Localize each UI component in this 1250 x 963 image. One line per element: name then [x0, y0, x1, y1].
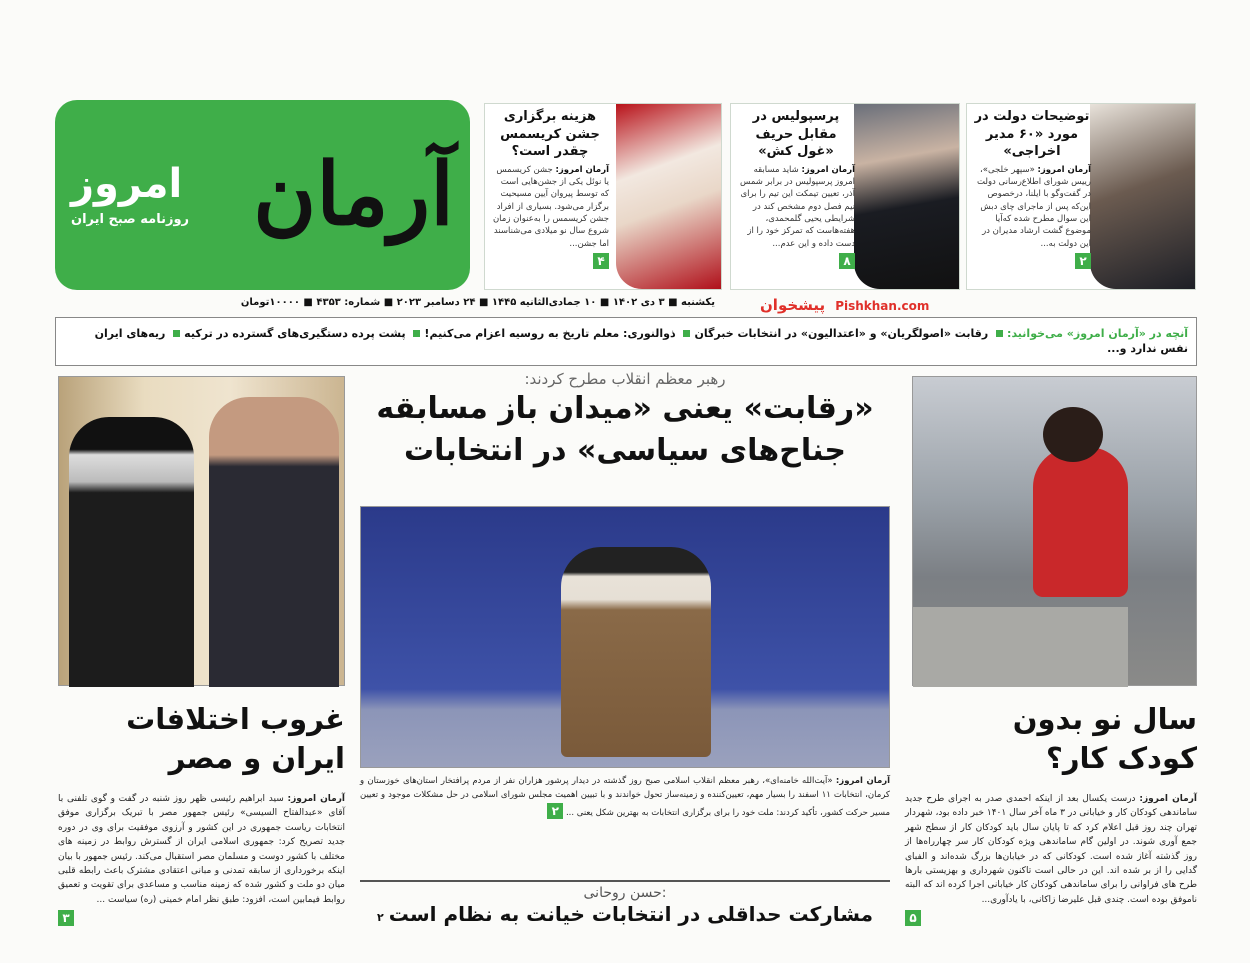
teaser-photo [854, 104, 959, 289]
page-number-badge: ۵ [905, 910, 921, 926]
teaser-body: جشن کریسمس یا نوئل یکی از جشن‌هایی است که توسط پیروان آیین مسیحیت برگزار می‌شود. بسیاری از افراد جشن کریسمس را به‌عنوان زمان شروع سال نو میلادی می‌شناسند اما جشن... [492, 164, 609, 249]
teaser-government[interactable] [966, 103, 1196, 290]
right-headline: سال نو بدون کودک کار؟ [1012, 702, 1197, 776]
teaser-source: آرمان امروز: [801, 164, 855, 175]
logo-name-sub: امروز [71, 160, 183, 207]
left-photo [58, 376, 345, 686]
center-headline: «رقابت» یعنی «میدان باز مسابقه جناح‌های سیاسی» در انتخابات [376, 391, 874, 468]
story-source: آرمان امروز: [1139, 794, 1197, 804]
teaser-source: آرمان امروز: [1037, 164, 1091, 175]
teaser-photo [616, 104, 721, 289]
headline-item[interactable]: ذوالنوری: معلم تاریخ به روسیه اعزام می‌کنیم! [424, 327, 676, 340]
bottom-story [360, 884, 890, 926]
teaser-photo [1090, 104, 1195, 289]
bottom-headline: مشارکت حداقلی در انتخابات خیانت به نظام است [388, 902, 874, 926]
right-photo [912, 376, 1197, 686]
headline-item[interactable]: رقابت «اصولگریان» و «اعتدالیون» در انتخابات خبرگان [694, 327, 989, 340]
headline-item[interactable]: ریه‌های ایران نفس ندارد و... [94, 327, 1188, 356]
teaser-title: توضیحات دولت در مورد «۶۰ مدیر اخراجی» [974, 109, 1090, 160]
story-body: درست یکسال بعد از اینکه احمدی صدر به اجرای طرح جدید ساماندهی کودکان کار و خیابانی در ۳ ماه آخر سال ۱۴۰۱ خبر داده بود، شهردار تهران چند روز قبل اعلام کرد که تا پایان سال باید کودکان کار از سطح شهر جمع آوری شوند. در اولین گام ساماندهی ویژه کودکان کار سر چهارراه‌ها از روز گذشته آغاز شده است. کودکانی که در خیابان‌ها بزرگ شده‌اند و الفبای گدایی را از بر شده اند. این در حالی است تاکنون شهرداری و بهزیستی بارها طرح های فراوانی را برای ساماندهی کودکان کار خیابانی اجرا کرده اند که البته ناموفق بوده است. چندی قبل علیرضا زاکانی، با یادآوری... [905, 794, 1197, 905]
headline-item[interactable]: پشت پرده دستگیری‌های گسترده در ترکیه [184, 327, 406, 340]
right-body [905, 792, 1197, 926]
page-number-badge: ۴ [593, 253, 609, 269]
page-number-badge: ۳ [58, 910, 74, 926]
headlines-lead: آنچه در «آرمان امروز» می‌خوانید: [1007, 327, 1188, 340]
center-story [360, 370, 890, 472]
story-body: سید ابراهیم رئیسی ظهر روز شنبه در گفت و گوی تلفنی با آقای «عبدالفتاح السیسی» رئیس جمهور مصر با تبریک برگزاری موفق انتخابات ریاست جمهوری در این کشور و آرزوی موفقیت برای وی در دوره جدید تصریح کرد: جمهوری اسلامی ایران از گسترش روابط در زمینه های مختلف با کشور دوست و مسلمان مصر استقبال می‌کند. رئیس جمهور با بیان اینکه برخورداری از سابقه تمدنی و مبانی اعتقادی مشترک باعث رابطه قلبی میان دو ملت و کشور شده که زمینه مناسب و مساعدی برای تقویت و تعمیق روابط فیمابین است، افزود: طبق نظر امام خمینی (ره) سیاست ... [58, 794, 345, 905]
watermark-text: پیشخوان [760, 296, 826, 314]
center-body [360, 774, 890, 820]
watermark-url: Pishkhan.com [835, 299, 930, 313]
page-number: ۲ [376, 911, 384, 924]
teaser-persepolis[interactable] [730, 103, 960, 290]
page-number-badge: ۲ [547, 803, 563, 819]
story-source: آرمان امروز: [287, 794, 345, 804]
teaser-body: شاید مسابقه امروز پرسپولیس در برابر شمس آذر، تعیین تیمکت این تیم را برای نیم فصل دوم مشخص کند در شرایطی یحیی گلمحمدی، هفته‌هاست که تمرکز خود را از دست داده و این عدم... [740, 164, 855, 249]
logo-tagline: روزنامه صبح ایران [71, 211, 190, 227]
center-photo [360, 506, 890, 768]
watermark [760, 296, 929, 314]
page-number-badge: ۸ [839, 253, 855, 269]
story-source: آرمان امروز: [835, 776, 891, 786]
left-body [58, 792, 345, 926]
center-kicker: رهبر معظم انقلاب مطرح کردند: [524, 370, 726, 388]
page-number-badge: ۲ [1075, 253, 1091, 269]
masthead-logo [55, 100, 470, 290]
teaser-body: «سپهر خلجی»، رییس شورای اطلاع‌رسانی دولت در گفت‌وگو با ایلنا، درخصوص این‌که پس از ماجرای چای دبش این سوال مطرح شده که‌آیا موضوع گشت ارشاد مدیران در این دولت به... [977, 164, 1091, 249]
left-headline: غروب اختلافات ایران و مصر [126, 702, 345, 776]
teaser-title: پرسپولیس در مقابل حریف «غول کش» [752, 109, 840, 160]
story-body: «آیت‌الله خامنه‌ای»، رهبر معظم انقلاب اسلامی صبح روز گذشته در دیدار پرشور هزاران نفر از مردم پرافتخار استان‌های خوزستان و کرمان، انتخابات ۱۱ اسفند را بسیار مهم، تعیین‌کننده و زمینه‌ساز تحول خواندند و با تبیین اهمیت مجلس شورای اسلامی در حل مشکلات موجود و تعیین مسیر حرکت کشور، تأکید کردند: ملت خود را برای برگزاری انتخابات به بهترین شکل یعنی ... [360, 776, 890, 818]
teaser-source: آرمان امروز: [555, 164, 609, 175]
headlines-bar [55, 317, 1197, 366]
dateline: یکشنبه ■ ۳ دی ۱۴۰۲ ■ ۱۰ جمادی‌الثانیه ۱۴۴۵ ■ ۲۴ دسامبر ۲۰۲۳ ■ شماره: ۴۳۵۳ ■ ۱۰۰۰۰تومان [240, 297, 715, 308]
teaser-title: هزینه برگزاری جشن کریسمس چقدر است؟ [500, 109, 600, 160]
logo-name-main: آرمان [253, 144, 454, 245]
bottom-kicker: حسن روحانی: [583, 885, 667, 901]
teaser-christmas[interactable] [484, 103, 722, 290]
